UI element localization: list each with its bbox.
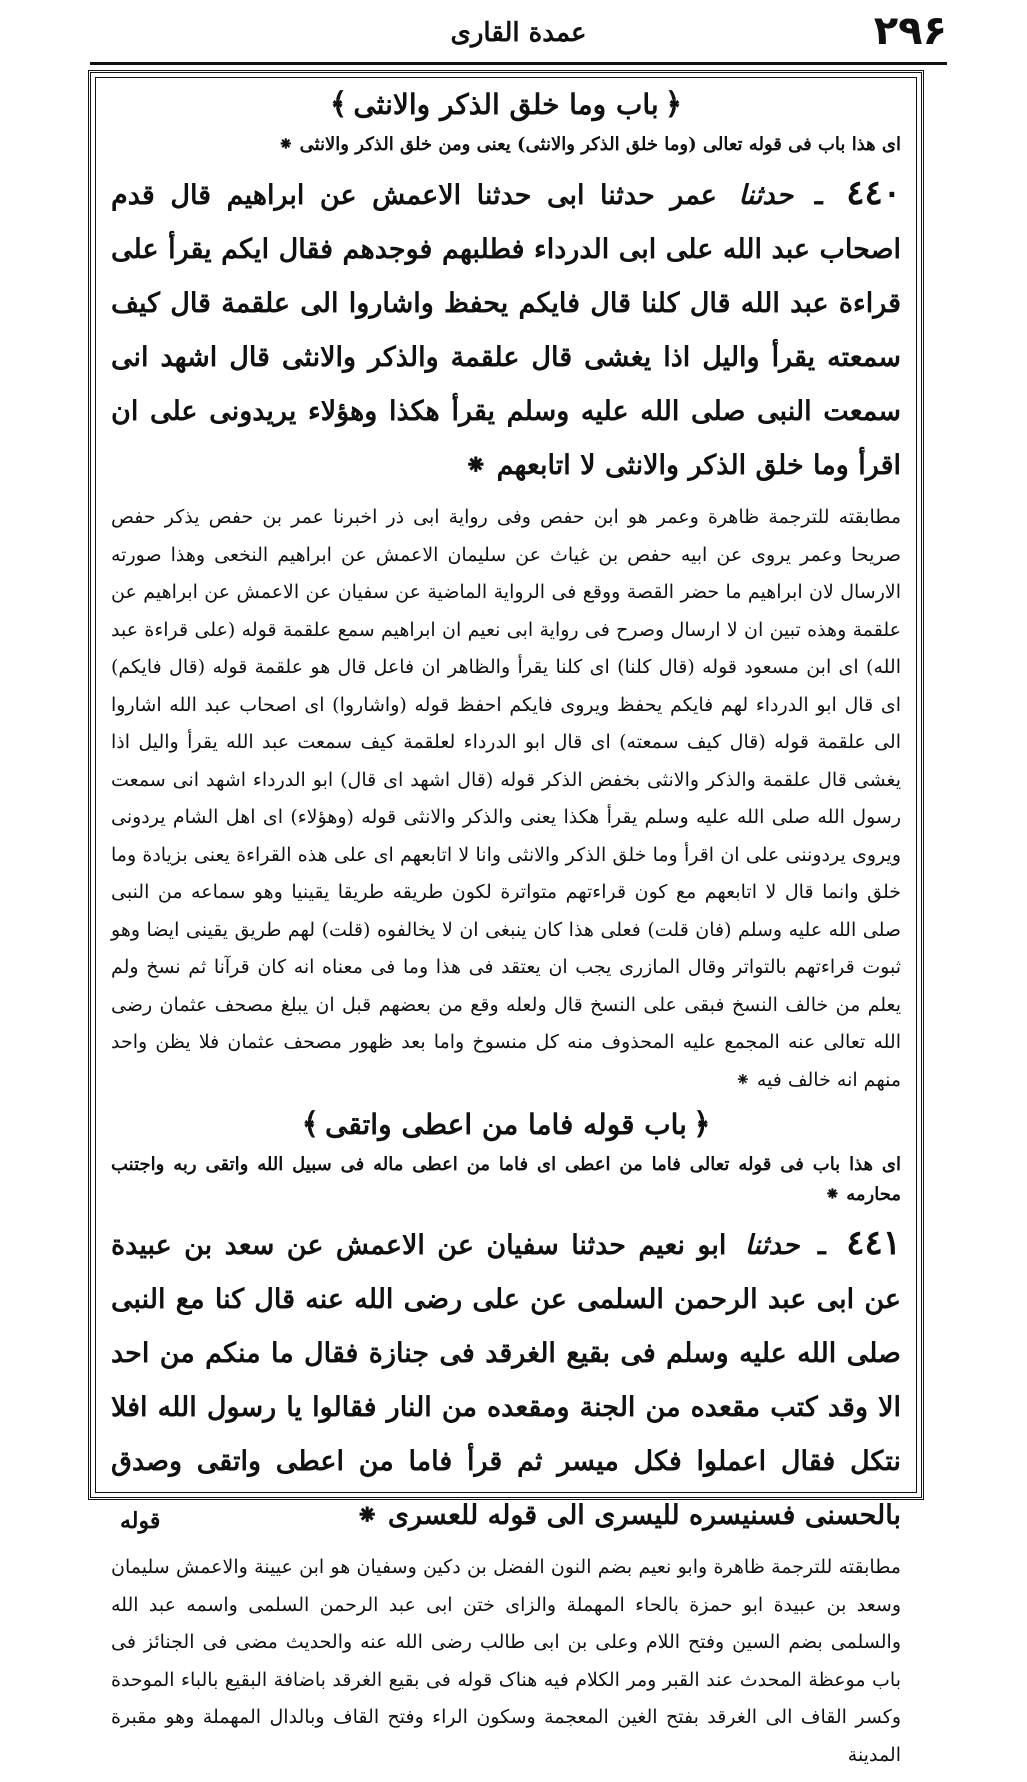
page-header [90,8,947,60]
ornament-bracket-open: ﴿ [664,87,683,122]
chapter-heading-1 [111,87,901,122]
hadith-label: حدثنا [744,1230,800,1261]
commentary-440-text: مطابقته للترجمة ظاهرة وعمر هو ابن حفص وفی روایة ابی ذر اخبرنا عمر بن حفص یذکر حفص صریحا وعمر یروی عن ابیه حفص بن غیاث عن سلیمان الاعمش عن ابراهیم النخعی وهذا صورته الارسال لان ابراهیم ما حضر القصة ووقع فی الروایة الماضیة عن سفیان عن الاعمش عن ابراهیم عن علقمة وهذه تبین ان لا ارسال وصرح فی روایة ابی نعیم ان ابراهیم سمع علقمة قوله (علی قراءة عبد الله) ای ابن مسعود قوله (قال کلنا) ای کلنا یقرأ والظاهر ان فاعل قال هو علقمة قوله (قال فایکم) ای قال ابو الدرداء لهم فایکم یحفظ ویروی فایکم احفظ قوله (واشاروا) ای اصحاب عبد الله اشاروا الی علقمة قوله (قال کیف سمعته) ای قال ابو الدرداء لعلقمة کیف سمعت عبد الله یقرأ والیل اذا یغشی قال علقمة والذکر والانثی بخفض الذکر قوله (قال اشهد ای قال) ابو الدرداء اشهد انی سمعت رسول الله صلى الله عليه وسلم یقرأ هکذا یعنی والذکر والانثی قوله (وهؤلاء) ای اهل الشام یردونی ویروی یردوننی علی ان اقرأ وما خلق الذکر والانثی وانا لا اتابعهم ای علی هذه القراءة یعنی بزیادة وما خلق وانما قال لا اتابعهم مع کون قراءتهم متواترة لکون طریقه طریقا یقینیا وهو سماعه من النبی صلى الله عليه وسلم (فان قلت) فعلی هذا کان ینبغی ان لا یخالفوه (قلت) لهم طریق یقینی ایضا وهو ثبوت قراءتهم بالتواتر وقال المازری یجب ان یعتقد فی هذا وما فی معناه انه کان قرآنا ثم نسخ ولم یعلم من خالف النسخ فبقی علی النسخ قال ولعله وقع من بعضهم قبل ان یبلغ مصحف عثمان رضی الله تعالی عنه المجمع علیه المحذوف منه کل منسوخ واما بعد ظهور مصحف عثمان فلا یظن واحد منهم انه خالف فیه [111,506,901,1091]
ornament-bracket-close: ﴾ [329,87,348,122]
page-content [111,87,901,1782]
page-frame [88,70,924,1766]
chapter-gloss-2-text: ای هذا باب فی قوله تعالی فاما من اعطی ای فاما من اعطی ماله فی سبیل الله واتقی ربه واجتنب محارمه [111,1154,901,1205]
commentary-440: مطابقته للترجمة ظاهرة وعمر هو ابن حفص وفی روایة ابی ذر اخبرنا عمر بن حفص یذکر حفص صریحا وعمر یروی عن ابیه حفص بن غیاث عن سلیمان الاعمش عن ابراهیم النخعی وهذا صورته الارسال لان ابراهیم ما حضر القصة ووقع فی الروایة الماضیة عن سفیان عن الاعمش عن ابراهیم عن علقمة وهذه تبین ان لا ارسال وصرح فی روایة ابی نعیم ان ابراهیم سمع علقمة قوله (علی قراءة عبد الله) ای ابن مسعود قوله (قال کلنا) ای کلنا یقرأ والظاهر ان فاعل قال هو علقمة قوله (قال فایکم) ای قال ابو الدرداء لهم فایکم یحفظ ویروی فایکم احفظ قوله (واشاروا) ای اصحاب عبد الله اشاروا الی علقمة قوله (قال کیف سمعته) ای قال ابو الدرداء لعلقمة کیف سمعت عبد الله یقرأ والیل اذا یغشی قال علقمة والذکر والانثی بخفض الذکر قوله (قال اشهد ای قال) ابو الدرداء اشهد انی سمعت رسول الله صلى الله عليه وسلم یقرأ هکذا یعنی والذکر والانثی قوله (وهؤلاء) ای اهل الشام یردونی ویروی یردوننی علی ان اقرأ وما خلق الذکر والانثی وانا لا اتابعهم ای علی هذه القراءة یعنی بزیادة وما خلق وانما قال لا اتابعهم مع کون قراءتهم متواترة لکون طریقه طریقا یقینیا وهو سماعه من النبی صلى الله عليه وسلم (فان قلت) فعلی هذا کان ینبغی ان لا یخالفوه (قلت) لهم طریق یقینی ایضا وهو ثبوت قراءتهم بالتواتر وقال المازری یجب ان یعتقد فی هذا وما فی معناه انه کان قرآنا ثم نسخ ولم یعلم من خالف النسخ فبقی علی النسخ قال ولعله وقع من بعضهم قبل ان یبلغ مصحف عثمان رضی الله تعالی عنه المجمع علیه المحذوف منه کل منسوخ واما بعد ظهور مصحف عثمان فلا یظن واحد منهم انه خالف فیه ⁕ [111,506,901,1091]
hadith-text: ابو نعیم حدثنا سفیان عن الاعمش عن سعد بن عبیدة عن ابی عبد الرحمن السلمی عن علی رضی الله عنه قال کنا مع النبی صلى الله عليه وسلم فی بقیع الغرقد فی جنازة فقال ما منکم من احد الا وقد کتب مقعده من الجنة ومقعده من النار فقالوا یا رسول الله افلا نتکل فقال اعملوا فکل میسر ثم قرأ فاما من اعطی واتقی وصدق بالحسنی فسنیسره للیسری الی قوله للعسری [111,1230,901,1531]
chapter-gloss-1-text: ای هذا باب فی قوله تعالی (وما خلق الذکر والانثی) یعنی ومن خلق الذکر والانثی [299,134,901,155]
ornament-bracket-close: ﴾ [301,1107,320,1142]
hadith-text: عمر حدثنا ابی حدثنا الاعمش عن ابراهیم قال قدم اصحاب عبد الله علی ابی الدرداء فطلبهم فوجدهم فقال ایکم یقرأ علی قراءة عبد الله قال کلنا قال فایکم یحفظ واشاروا الی علقمة قال کیف سمعته یقرأ والیل اذا یغشی قال علقمة والذکر والانثی قال اشهد انی سمعت النبی صلى الله عليه وسلم یقرأ هکذا وهؤلاء یریدونی علی ان اقرأ وما خلق الذکر والانثی لا اتابعهم [111,180,901,481]
ornament-bracket-open: ﴿ [692,1107,711,1142]
chapter-heading-1-text: باب وما خلق الذكر والانثى [353,88,659,121]
hadith-440: ٤٤٠ ـ حدثنا عمر حدثنا ابی حدثنا الاعمش عن ابراهیم قال قدم اصحاب عبد الله علی ابی الدرداء فطلبهم فوجدهم فقال ایکم یقرأ علی قراءة عبد الله قال کلنا قال فایکم یحفظ واشاروا الی علقمة قال کیف سمعته یقرأ والیل اذا یغشی قال علقمة والذکر والانثی قال اشهد انی سمعت النبی صلى الله عليه وسلم یقرأ هکذا وهؤلاء یریدونی علی ان اقرأ وما خلق الذکر والانثی لا اتابعهم ⁕ [111,173,901,481]
footer-catchword: قوله [120,1508,161,1534]
hadith-number: ٤٤٠ [846,173,901,213]
hadith-number: ٤٤١ [846,1223,901,1263]
running-title: عمدة القاری [450,18,587,48]
page-number: ۲۹۶ [873,8,947,54]
hadith-label: حدثنا [738,180,794,211]
hadith-441: ٤٤١ ـ حدثنا ابو نعیم حدثنا سفیان عن الاعمش عن سعد بن عبیدة عن ابی عبد الرحمن السلمی عن علی رضی الله عنه قال کنا مع النبی صلى الله عليه وسلم فی بقیع الغرقد فی جنازة فقال ما منکم من احد الا وقد کتب مقعده من الجنة ومقعده من النار فقالوا یا رسول الله افلا نتکل فقال اعملوا فکل میسر ثم قرأ فاما من اعطی واتقی وصدق بالحسنی فسنیسره للیسری الی قوله للعسری ⁕ [111,1223,901,1531]
chapter-heading-2 [111,1107,901,1142]
chapter-gloss-1: ای هذا باب فی قوله تعالی (وما خلق الذکر والانثی) یعنی ومن خلق الذکر والانثی ⁕ [278,134,901,155]
chapter-heading-2-text: باب قوله فاما من اعطى واتقى [325,1108,687,1141]
commentary-441-text: مطابقته للترجمة ظاهرة وابو نعیم بضم النون الفضل بن دکین وسفیان هو ابن عیینة والاعمش سلیمان وسعد بن عبیدة ابو حمزة بالحاء المهملة والزای ختن ابی عبد الرحمن السلمی واسمه عبد الله والسلمی بضم السین وفتح اللام وعلی بن ابی طالب رضی الله عنه والحدیث مضی فی الجنائز فی باب موعظة المحدث عند القبر ومر الکلام فیه هناک قوله فی بقیع الغرقد باضافة البقیع بالباء الموحدة وکسر القاف الی الغرقد بفتح الغین المعجمة وسکون الراء وفتح القاف وبالدال المهملة وهو مقبرة المدینة [111,1556,901,1766]
chapter-gloss-2: ای هذا باب فی قوله تعالی فاما من اعطی ای فاما من اعطی ماله فی سبیل الله واتقی ربه واجتنب محارمه ⁕ [111,1154,901,1205]
header-rule [90,62,947,65]
commentary-441 [111,1549,901,1774]
